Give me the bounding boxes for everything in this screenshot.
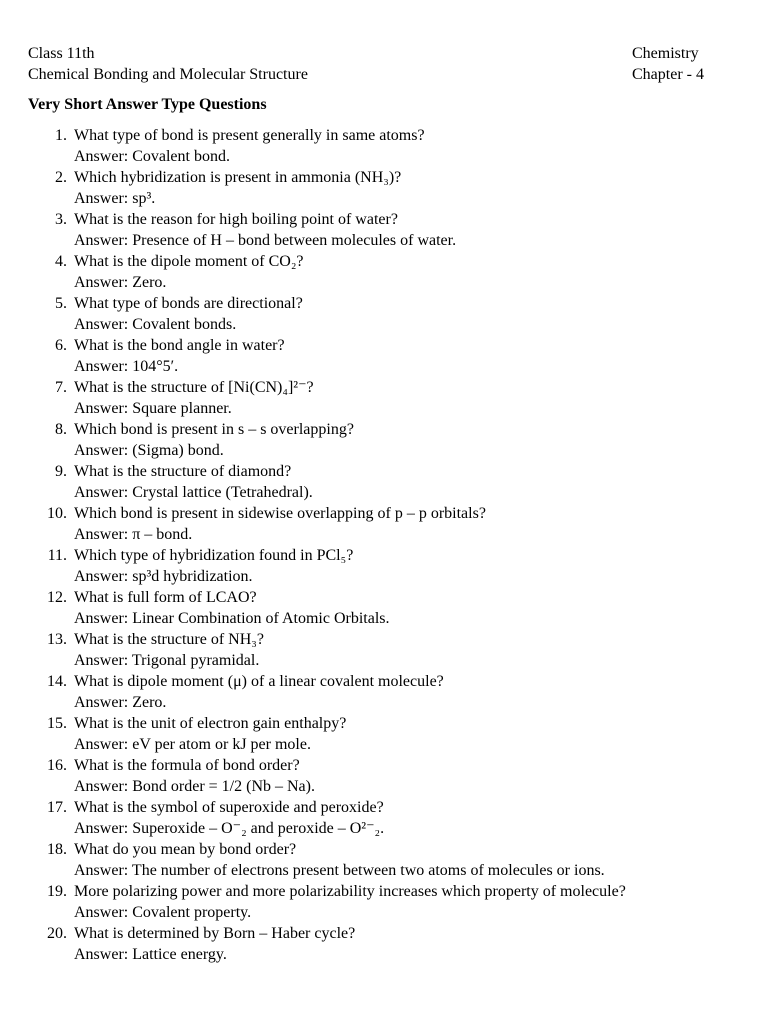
answer-text: Answer: Bond order = 1/2 (Nb – Na). xyxy=(74,778,315,795)
list-item xyxy=(0,461,768,503)
question-number: 8. xyxy=(55,421,67,438)
question-text: What is the structure of NH₃? xyxy=(74,631,264,648)
list-item xyxy=(0,545,768,587)
answer-text: Answer: Crystal lattice (Tetrahedral). xyxy=(74,484,313,501)
question-number: 13. xyxy=(47,631,67,648)
question-text: More polarizing power and more polarizability increases which property of molecule? xyxy=(74,883,626,900)
question-text: What is the bond angle in water? xyxy=(74,337,285,354)
list-item xyxy=(0,881,768,923)
answer-text: Answer: π – bond. xyxy=(74,526,193,543)
answer-text: Answer: eV per atom or kJ per mole. xyxy=(74,736,311,753)
question-text: What is the structure of [Ni(CN)₄]²⁻? xyxy=(74,379,314,396)
question-text: What is the reason for high boiling point of water? xyxy=(74,211,398,228)
question-number: 12. xyxy=(47,589,67,606)
question-text: What is the structure of diamond? xyxy=(74,463,292,480)
answer-text: Answer: Lattice energy. xyxy=(74,946,227,963)
list-item xyxy=(0,209,768,251)
chapter-label: Chapter - 4 xyxy=(632,66,704,83)
question-number: 5. xyxy=(55,295,67,312)
question-list xyxy=(0,125,768,965)
list-item xyxy=(0,839,768,881)
answer-text: Answer: sp³. xyxy=(74,190,156,207)
answer-text: Answer: Presence of H – bond between molecules of water. xyxy=(74,232,457,249)
list-item xyxy=(0,503,768,545)
list-item xyxy=(0,629,768,671)
section-title: Very Short Answer Type Questions xyxy=(28,96,267,113)
answer-text: Answer: Superoxide – O⁻₂ and peroxide – O²⁻₂. xyxy=(74,820,385,837)
question-text: What is full form of LCAO? xyxy=(74,589,257,606)
list-item xyxy=(0,419,768,461)
question-number: 7. xyxy=(55,379,67,396)
question-text: What is dipole moment (μ) of a linear covalent molecule? xyxy=(74,673,444,690)
question-number: 1. xyxy=(55,127,67,144)
question-text: What type of bond is present generally in same atoms? xyxy=(74,127,425,144)
question-text: What is the dipole moment of CO₂? xyxy=(74,253,304,270)
question-number: 20. xyxy=(47,925,67,942)
answer-text: Answer: Linear Combination of Atomic Orbitals. xyxy=(74,610,390,627)
subject-label: Chemistry xyxy=(632,45,699,62)
list-item xyxy=(0,671,768,713)
question-text: What is the formula of bond order? xyxy=(74,757,300,774)
list-item xyxy=(0,377,768,419)
list-item xyxy=(0,167,768,209)
question-number: 9. xyxy=(55,463,67,480)
answer-text: Answer: The number of electrons present between two atoms of molecules or ions. xyxy=(74,862,605,879)
header-left xyxy=(28,43,308,85)
question-number: 4. xyxy=(55,253,67,270)
list-item xyxy=(0,587,768,629)
answer-text: Answer: Covalent property. xyxy=(74,904,252,921)
list-item xyxy=(0,293,768,335)
header-right xyxy=(632,43,704,85)
question-number: 15. xyxy=(47,715,67,732)
question-number: 19. xyxy=(47,883,67,900)
question-text: What is determined by Born – Haber cycle? xyxy=(74,925,356,942)
question-text: What is the symbol of superoxide and peroxide? xyxy=(74,799,384,816)
answer-text: Answer: Covalent bonds. xyxy=(74,316,237,333)
list-item xyxy=(0,923,768,965)
list-item xyxy=(0,797,768,839)
topic-label: Chemical Bonding and Molecular Structure xyxy=(28,66,308,83)
question-number: 16. xyxy=(47,757,67,774)
answer-text: Answer: Square planner. xyxy=(74,400,232,417)
question-number: 14. xyxy=(47,673,67,690)
list-item xyxy=(0,125,768,167)
question-number: 3. xyxy=(55,211,67,228)
list-item xyxy=(0,251,768,293)
list-item xyxy=(0,335,768,377)
question-text: Which bond is present in sidewise overlapping of p – p orbitals? xyxy=(74,505,486,522)
answer-text: Answer: sp³d hybridization. xyxy=(74,568,253,585)
question-number: 17. xyxy=(47,799,67,816)
answer-text: Answer: Covalent bond. xyxy=(74,148,230,165)
question-text: Which type of hybridization found in PCl₅? xyxy=(74,547,354,564)
question-number: 6. xyxy=(55,337,67,354)
question-text: What do you mean by bond order? xyxy=(74,841,297,858)
question-number: 2. xyxy=(55,169,67,186)
answer-text: Answer: 104°5′. xyxy=(74,358,179,375)
list-item xyxy=(0,755,768,797)
question-text: What type of bonds are directional? xyxy=(74,295,303,312)
question-number: 18. xyxy=(47,841,67,858)
answer-text: Answer: (Sigma) bond. xyxy=(74,442,224,459)
question-text: What is the unit of electron gain enthalpy? xyxy=(74,715,347,732)
question-number: 11. xyxy=(47,547,67,564)
question-text: Which hybridization is present in ammonia (NH₃)? xyxy=(74,169,402,186)
question-number: 10. xyxy=(47,505,67,522)
question-text: Which bond is present in s – s overlapping? xyxy=(74,421,354,438)
answer-text: Answer: Trigonal pyramidal. xyxy=(74,652,260,669)
list-item xyxy=(0,713,768,755)
answer-text: Answer: Zero. xyxy=(74,694,167,711)
answer-text: Answer: Zero. xyxy=(74,274,167,291)
class-label: Class 11th xyxy=(28,45,95,62)
